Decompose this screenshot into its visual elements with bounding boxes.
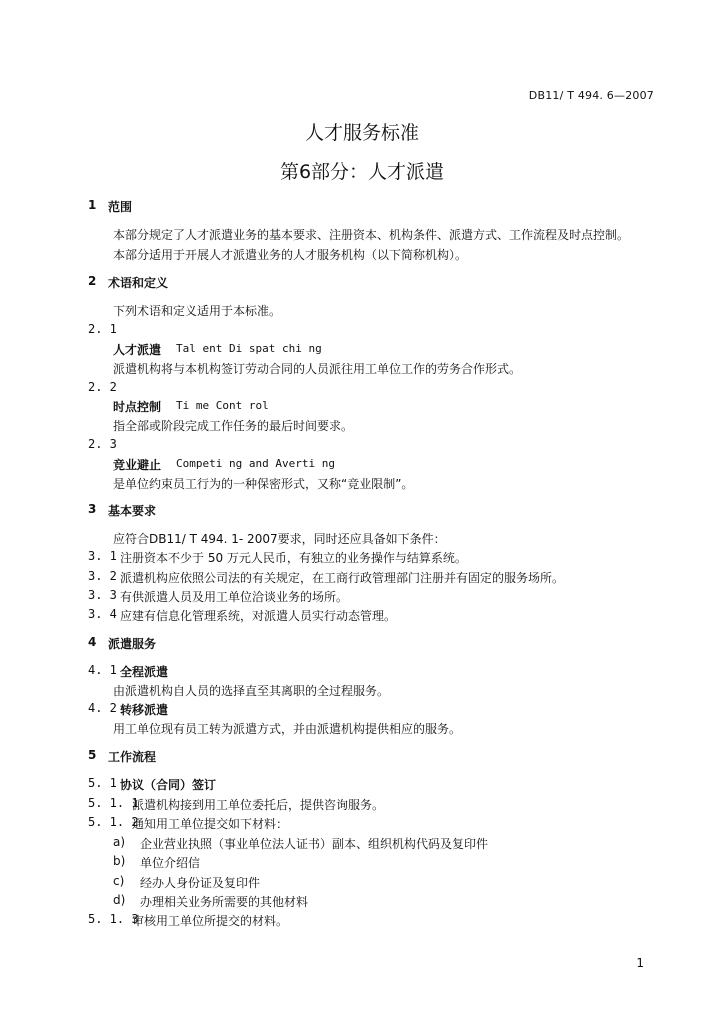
term-2-2-english: Ti me Cont rol [176, 399, 269, 412]
term-2-1-name: 人才派遣 [113, 343, 162, 357]
clause-4-1-number: 4. 1 [88, 663, 117, 677]
section-3-number: 3 [88, 502, 97, 516]
section-1-heading: 范围 [108, 200, 133, 214]
section-2-intro: 下列术语和定义适用于本标准。 [113, 304, 282, 318]
clause-3-1-number: 3. 1 [88, 549, 117, 563]
clause-5-1-3-number: 5. 1. 3 [88, 912, 139, 926]
page-number: 1 [636, 956, 644, 970]
section-5-number: 5 [88, 748, 97, 762]
list-item-b-text: 单位介绍信 [140, 856, 201, 870]
document-title: 人才服务标准 [304, 122, 419, 144]
clause-3-4-text: 应建有信息化管理系统，对派遣人员实行动态管理。 [120, 609, 397, 623]
term-2-2-number: 2. 2 [88, 380, 117, 394]
section-2-heading: 术语和定义 [108, 276, 169, 290]
clause-5-1-2-text: 通知用工单位提交如下材料： [132, 817, 289, 831]
standard-code: DB11/ T 494. 6—2007 [528, 89, 654, 102]
list-item-d-text: 办理相关业务所需要的其他材料 [140, 895, 309, 909]
clause-3-4-number: 3. 4 [88, 607, 117, 621]
term-2-3-name: 竞业避止 [113, 458, 162, 472]
clause-5-1-number: 5. 1 [88, 776, 117, 790]
list-item-d-mark: d) [113, 893, 126, 907]
list-item-c-mark: c) [113, 874, 125, 888]
clause-5-1-1-number: 5. 1. 1 [88, 796, 139, 810]
section-1-para-2: 本部分适用于开展人才派遣业务的人才服务机构（以下简称机构）。 [113, 248, 468, 262]
clause-5-1-3-text: 审核用工单位所提交的材料。 [132, 914, 289, 928]
clause-4-2-number: 4. 2 [88, 701, 117, 715]
clause-3-2-text: 派遣机构应依照公司法的有关规定，在工商行政管理部门注册并有固定的服务场所。 [120, 571, 565, 585]
term-2-3-definition: 是单位约束员工行为的一种保密形式，又称“竞业限制”。 [113, 477, 414, 491]
clause-3-3-text: 有供派遣人员及用工单位洽谈业务的场所。 [120, 590, 349, 604]
list-item-a-mark: a) [113, 835, 126, 849]
term-2-1-definition: 派遣机构将与本机构签订劳动合同的人员派往用工单位工作的劳务合作形式。 [113, 362, 522, 376]
clause-5-1-1-text: 派遣机构接到用工单位委托后，提供咨询服务。 [132, 798, 385, 812]
list-item-a-text: 企业营业执照（事业单位法人证书）副本、组织机构代码及复印件 [140, 837, 489, 851]
section-4-heading: 派遣服务 [108, 637, 157, 651]
section-1-number: 1 [88, 198, 97, 212]
clause-5-1-2-number: 5. 1. 2 [88, 815, 139, 829]
clause-3-3-number: 3. 3 [88, 588, 117, 602]
list-item-b-mark: b) [113, 854, 126, 868]
clause-3-2-number: 3. 2 [88, 569, 117, 583]
section-1-para-1: 本部分规定了人才派遣业务的基本要求、注册资本、机构条件、派遣方式、工作流程及时点控制。 [113, 228, 630, 242]
section-5-heading: 工作流程 [108, 750, 157, 764]
term-2-1-number: 2. 1 [88, 322, 117, 336]
term-2-2-definition: 指全部或阶段完成工作任务的最后时间要求。 [113, 419, 354, 433]
clause-4-2-heading: 转移派遣 [120, 703, 169, 717]
term-2-3-number: 2. 3 [88, 437, 117, 451]
section-3-heading: 基本要求 [108, 504, 157, 518]
clause-5-1-heading: 协议（合同）签订 [120, 778, 217, 792]
list-item-c-text: 经办人身份证及复印件 [140, 876, 261, 890]
section-4-number: 4 [88, 635, 97, 649]
clause-4-1-text: 由派遣机构自人员的选择直至其离职的全过程服务。 [113, 684, 390, 698]
term-2-1-english: Tal ent Di spat chi ng [176, 342, 322, 355]
section-3-intro: 应符合DB11/ T 494. 1- 2007要求，同时还应具备如下条件： [113, 532, 446, 546]
term-2-2-name: 时点控制 [113, 400, 162, 414]
document-subtitle: 第6部分：人才派遣 [279, 161, 445, 183]
clause-4-1-heading: 全程派遣 [120, 665, 169, 679]
term-2-3-english: Competi ng and Averti ng [176, 457, 335, 470]
section-2-number: 2 [88, 274, 97, 288]
clause-4-2-text: 用工单位现有员工转为派遣方式，并由派遣机构提供相应的服务。 [113, 722, 462, 736]
clause-3-1-text: 注册资本不少于 50 万元人民币，有独立的业务操作与结算系统。 [120, 551, 467, 565]
